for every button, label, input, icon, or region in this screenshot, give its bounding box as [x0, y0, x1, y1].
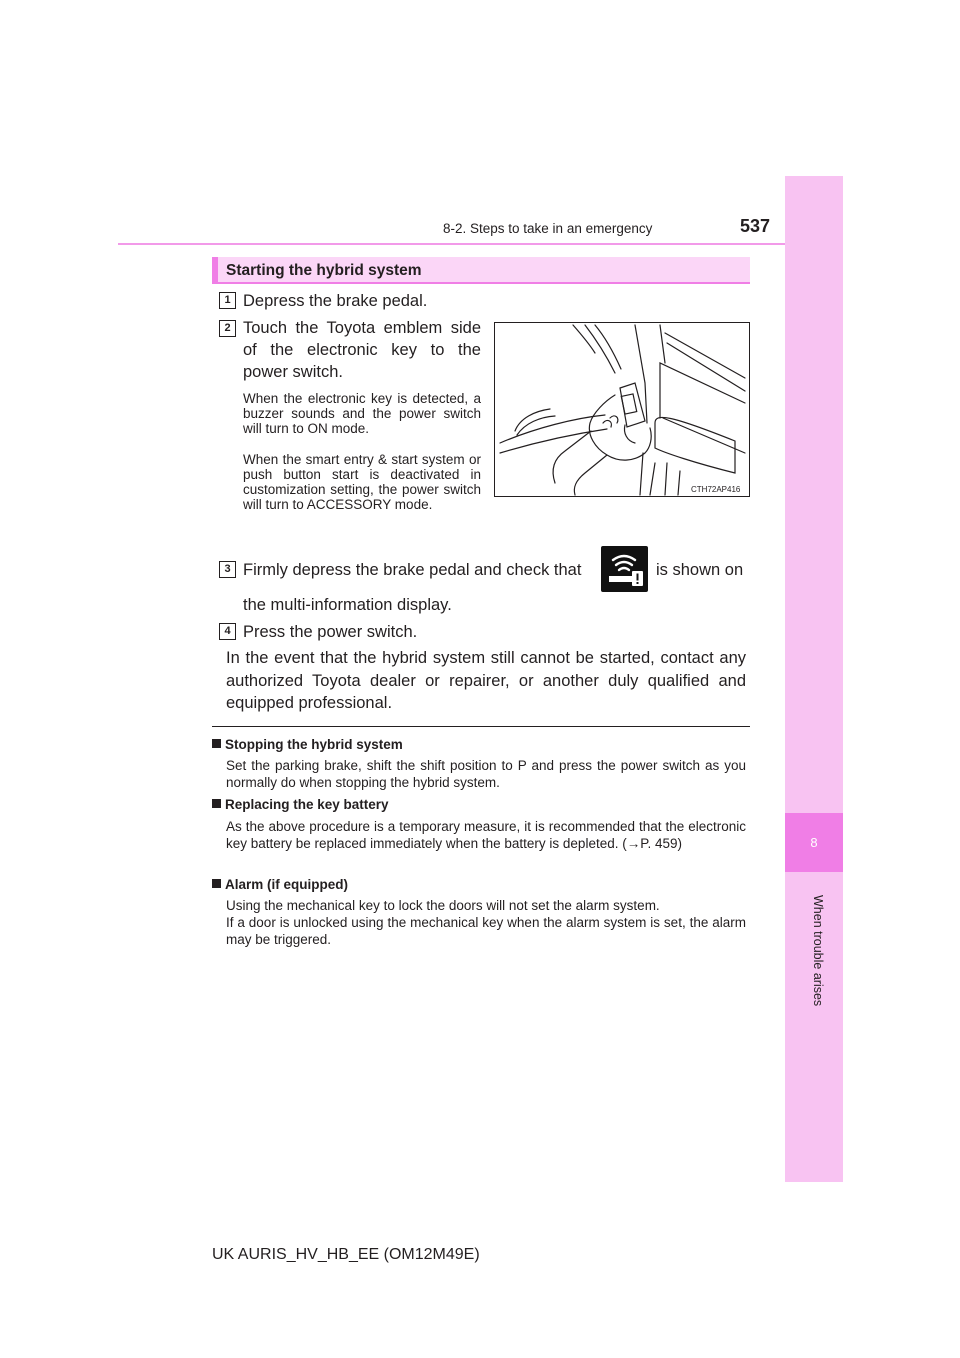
chapter-number-tab [785, 813, 843, 872]
info-body-alarm-1: Using the mechanical key to lock the doors will not set the alarm system. [226, 898, 660, 913]
key-battery-indicator-icon [601, 546, 648, 592]
closing-paragraph: In the event that the hybrid system still cannot be started, contact any authorized Toyota dealer or repairer, or another duly qualified and equipped professional. [226, 649, 746, 712]
info-body-stopping: Set the parking brake, shift the shift position to P and press the power switch as you normally do when stopping the hybrid system. [226, 758, 746, 790]
header-section-title: 8-2. Steps to take in an emergency [443, 221, 653, 236]
bullet-square-icon [212, 739, 221, 748]
header-rule [118, 243, 843, 245]
step-2-note-1: When the electronic key is detected, a buzzer sounds and the power switch will turn to ON mode. [243, 391, 481, 436]
step-3-text-line2: the multi-information display. [243, 596, 452, 614]
step-number-1: 1 [219, 292, 236, 309]
footer-model-code: UK AURIS_HV_HB_EE (OM12M49E) [212, 1246, 480, 1263]
section-title: Starting the hybrid system [226, 262, 422, 279]
step-3-text-after: is shown on [656, 561, 744, 579]
info-heading-stopping: Stopping the hybrid system [212, 737, 403, 752]
step-3-text-before: Firmly depress the brake pedal and check that [243, 561, 582, 579]
hand-key-dashboard-drawing [495, 323, 749, 496]
section-divider [212, 726, 750, 727]
illustration-code: CTH72AP416 [691, 485, 741, 494]
info-body-alarm-2: If a door is unlocked using the mechanical key when the alarm system is set, the alarm may be triggered. [226, 915, 746, 947]
info-heading-key-battery: Replacing the key battery [212, 797, 389, 812]
step-number-3: 3 [219, 561, 236, 578]
key-to-power-switch-illustration [494, 322, 750, 497]
step-2-text: Touch the Toyota emblem side of the electronic key to the power switch. [243, 319, 481, 381]
step-1-text: Depress the brake pedal. [243, 292, 428, 310]
section-title-bar [212, 257, 750, 284]
info-body-key-battery: As the above procedure is a temporary measure, it is recommended that the electronic key battery be replaced immediately when the battery is depleted. (→P. 459) [226, 819, 746, 851]
step-4-text: Press the power switch. [243, 623, 418, 641]
page-number: 537 [740, 216, 771, 236]
chapter-label: When trouble arises [811, 895, 825, 1007]
step-number-2: 2 [219, 320, 236, 337]
step-number-4: 4 [219, 623, 236, 640]
bullet-square-icon [212, 879, 221, 888]
chapter-side-tab [785, 176, 843, 1182]
step-2-note-2: When the smart entry & start system or push button start is deactivated in customization setting, the power switch will turn to ACCESSORY mode. [243, 452, 481, 512]
chapter-number: 8 [810, 835, 818, 850]
bullet-square-icon [212, 799, 221, 808]
info-heading-alarm: Alarm (if equipped) [212, 877, 348, 892]
